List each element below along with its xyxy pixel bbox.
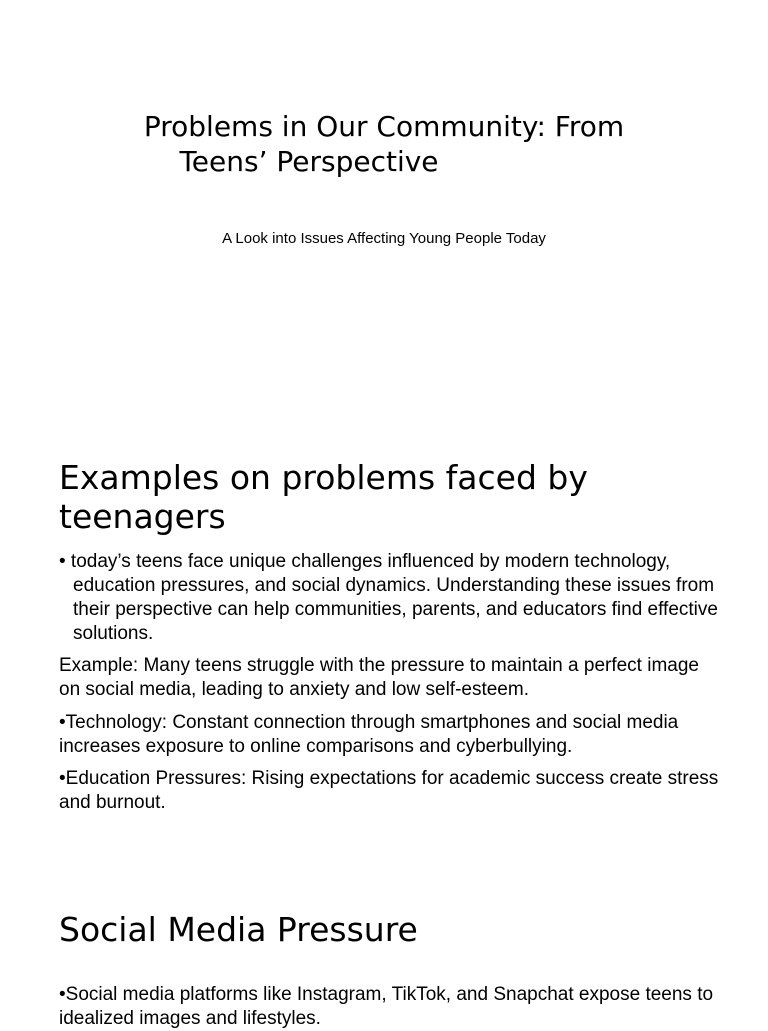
bullet-intro: • today’s teens face unique challenges influenced by modern technology, education pressures, and social dynamics. Understanding these issues from their perspective can help communities, parents, and educators find effective solutions.	[59, 551, 718, 644]
slide-title-line-2: Teens’ Perspective	[179, 145, 439, 178]
paragraph-example: Example: Many teens struggle with the pressure to maintain a perfect image on social media, leading to anxiety and low self-esteem.	[59, 655, 699, 700]
slide-title	[60, 109, 708, 179]
bullet-education: •Education Pressures: Rising expectations for academic success create stress and burnout.	[59, 768, 719, 813]
section-heading-social-media: Social Media Pressure	[59, 910, 418, 949]
bullet-technology: •Technology: Constant connection through smartphones and social media increases exposure to online comparisons and cyberbullying.	[59, 712, 679, 757]
bullet-social-platforms: •Social media platforms like Instagram, TikTok, and Snapchat expose teens to idealized images and lifestyles.	[59, 984, 714, 1029]
slide-title-line-1: Problems in Our Community: From	[143, 110, 625, 143]
section-heading-examples: Examples on problems faced by teenagers	[59, 458, 588, 536]
slide-subtitle: A Look into Issues Affecting Young People Today	[222, 230, 546, 247]
